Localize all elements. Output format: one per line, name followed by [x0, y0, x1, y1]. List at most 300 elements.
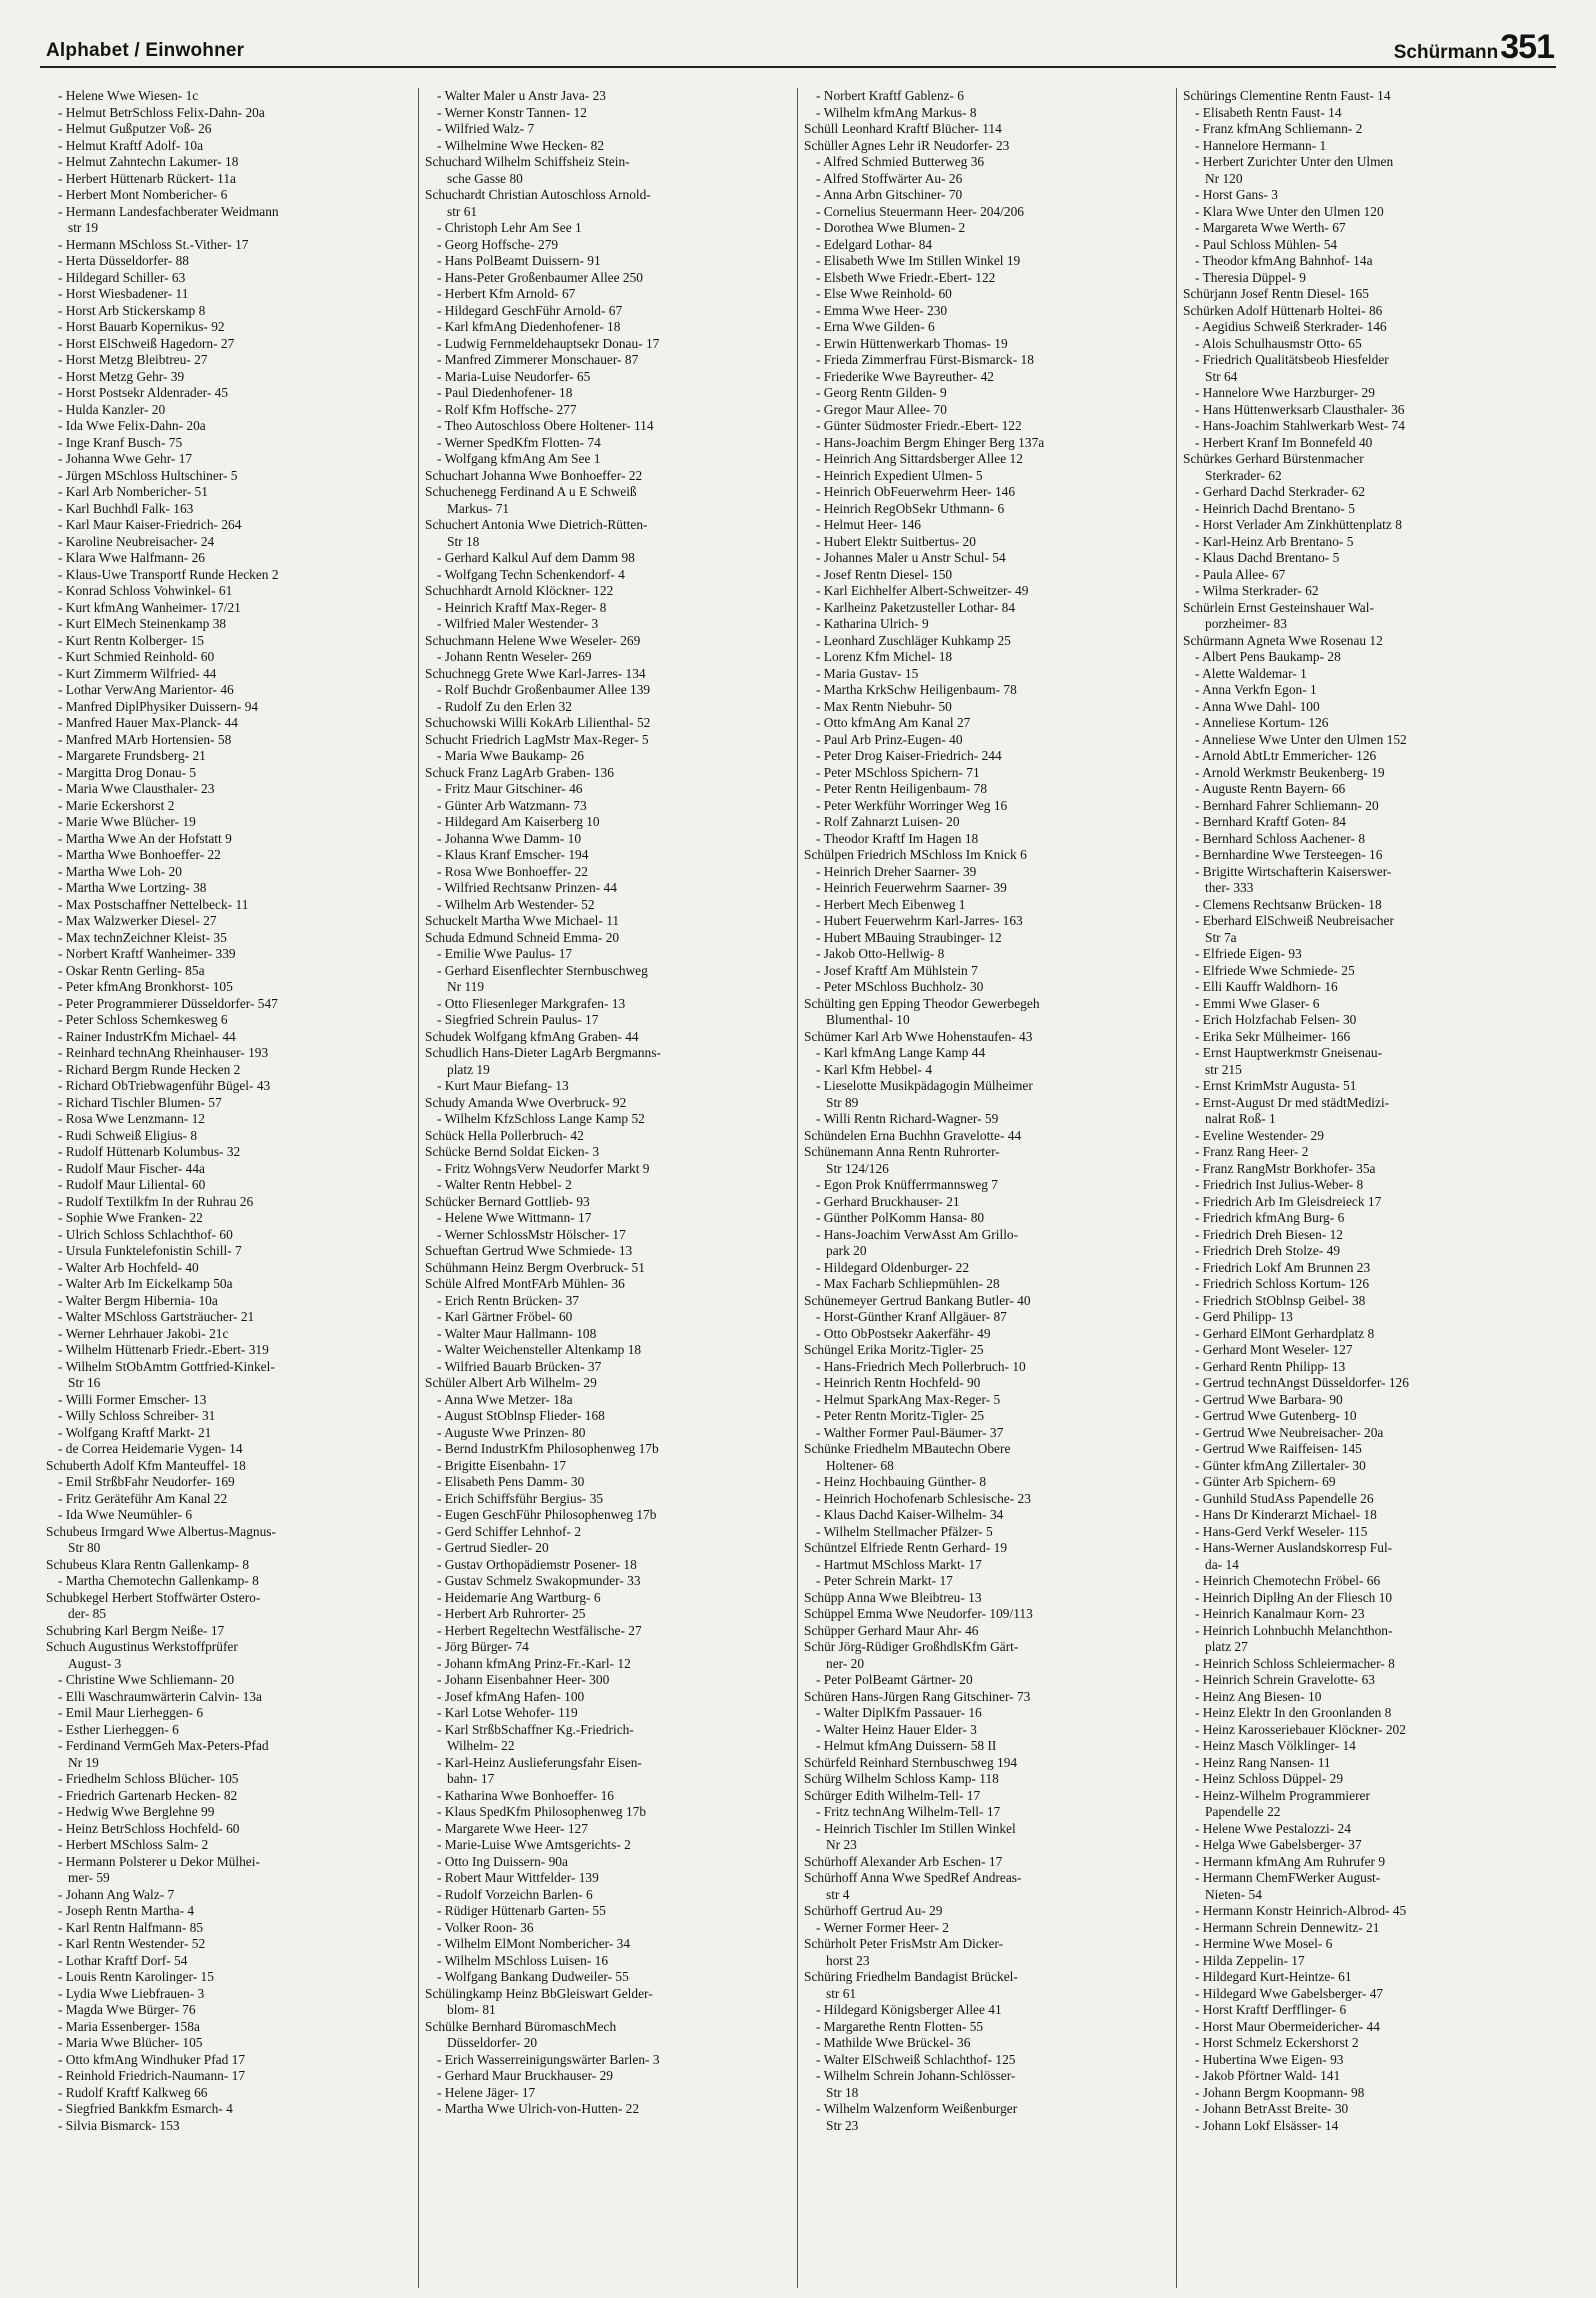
directory-entry: Schürken Adolf Hüttenarb Holtei- 86 [1183, 302, 1383, 318]
directory-entry: - Lieselotte Musikpädagogin Mülheimer [816, 1078, 1033, 1093]
directory-entry: - Rosa Wwe Lenzmann- 12 [58, 1111, 206, 1126]
directory-entry: - Gerhard Rentn Philipp- 13 [1195, 1358, 1346, 1374]
directory-entry: - Josef Kraftf Am Mühlstein 7 [816, 962, 978, 978]
directory-entry: - Heidemarie Ang Wartburg- 6 [437, 1589, 601, 1605]
directory-entry: - Friedrich Gartenarb Hecken- 82 [58, 1787, 238, 1803]
directory-entry: - Peter Programmierer Düsseldorfer- 547 [58, 995, 278, 1011]
directory-entry: - Herbert MSchloss Salm- 2 [58, 1837, 209, 1852]
directory-entry: - Walter Bergm Hibernia- 10a [58, 1292, 218, 1308]
column-3-list [804, 88, 1170, 2134]
directory-entry: - Johann kfmAng Prinz-Fr.-Karl- 12 [437, 1655, 631, 1671]
directory-entry: - Otto Fliesenleger Markgrafen- 13 [437, 995, 626, 1011]
directory-entry: - Emil Maur Lierheggen- 6 [58, 1705, 204, 1720]
directory-entry: - Jörg Bürger- 74 [437, 1639, 529, 1654]
column-1-list [46, 88, 412, 2134]
directory-entry: - Ferdinand VermGeh Max-Peters-Pfad [58, 1738, 269, 1753]
directory-entry: - Hildegard Schiller- 63 [58, 269, 186, 285]
directory-entry: - Heinz Ang Biesen- 10 [1195, 1688, 1322, 1704]
directory-entry: - Horst Metzg Bleibtreu- 27 [58, 352, 208, 367]
directory-entry: horst 23 [826, 1952, 870, 1968]
directory-entry: - Heinrich RegObSekr Uthmann- 6 [816, 500, 1005, 516]
directory-entry: - Peter Drog Kaiser-Friedrich- 244 [816, 748, 1002, 763]
directory-entry: platz 19 [447, 1061, 490, 1077]
directory-entry: - Theodor Kraftf Im Hagen 18 [816, 830, 979, 846]
directory-entry: - Josef kfmAng Hafen- 100 [437, 1688, 585, 1704]
directory-entry: - Günter kfmAng Zillertaler- 30 [1195, 1457, 1366, 1473]
directory-entry: - Johann Bergm Koopmann- 98 [1195, 2084, 1365, 2100]
directory-entry: - Kurt Rentn Kolberger- 15 [58, 632, 205, 648]
directory-entry: - Friedhelm Schloss Blücher- 105 [58, 1771, 239, 1786]
directory-entry: - Wolfgang Kraftf Markt- 21 [58, 1424, 212, 1440]
directory-entry: - Johanna Wwe Gehr- 17 [58, 451, 193, 466]
directory-entry: - Elisabeth Pens Damm- 30 [437, 1474, 585, 1489]
directory-entry: Schülpen Friedrich MSchloss Im Knick 6 [804, 847, 1027, 862]
section-header: Alphabet / Einwohner [46, 40, 245, 61]
directory-entry: - Friedrich Schloss Kortum- 126 [1195, 1276, 1370, 1291]
directory-entry: - Johann Ang Walz- 7 [58, 1886, 175, 1902]
directory-entry: - Herbert Mech Eibenweg 1 [816, 896, 966, 912]
directory-entry: Schuda Edmund Schneid Emma- 20 [425, 929, 620, 945]
directory-entry: - Karl Eichhelfer Albert-Schweitzer- 49 [816, 583, 1029, 598]
directory-entry: - Manfred DiplPhysiker Duissern- 94 [58, 698, 259, 714]
directory-entry: - Heinz Elektr In den Groonlanden 8 [1195, 1705, 1392, 1720]
directory-entry: - Horst Gans- 3 [1195, 187, 1278, 202]
directory-entry: - Horst ElSchweiß Hagedorn- 27 [58, 335, 235, 351]
directory-entry: - Wolfgang Bankang Dudweiler- 55 [437, 1969, 629, 1984]
running-head-name: Schürmann [1393, 42, 1499, 63]
directory-entry: - Friedrich Dreh Stolze- 49 [1195, 1243, 1341, 1258]
directory-entry: - Alfred Schmied Butterweg 36 [816, 154, 985, 169]
directory-entry: - Horst Bauarb Kopernikus- 92 [58, 319, 225, 334]
directory-entry: - Karl Kfm Hebbel- 4 [816, 1061, 933, 1077]
listing-columns [40, 88, 1556, 2288]
directory-entry: - Klaus Kranf Emscher- 194 [437, 847, 589, 862]
directory-entry: - Rolf Kfm Hoffsche- 277 [437, 401, 577, 417]
directory-entry: - Willy Schloss Schreiber- 31 [58, 1408, 216, 1423]
directory-entry: - Georg Rentn Gilden- 9 [816, 385, 947, 400]
directory-entry: - Helmut Kraftf Adolf- 10a [58, 137, 204, 153]
directory-entry: - Josef Rentn Diesel- 150 [816, 566, 953, 582]
directory-entry: - Gerd Philipp- 13 [1195, 1309, 1293, 1324]
directory-entry: - Frieda Zimmerfrau Fürst-Bismarck- 18 [816, 352, 1034, 367]
directory-entry: - Hildegard Wwe Gabelsberger- 47 [1195, 1985, 1384, 2001]
directory-entry: - Martha Wwe Ulrich-von-Hutten- 22 [437, 2101, 640, 2116]
directory-entry: - Herbert Zurichter Unter den Ulmen [1195, 154, 1394, 169]
directory-entry: - Karl Lotse Wehofer- 119 [437, 1705, 578, 1720]
directory-entry: Schudlich Hans-Dieter LagArb Bergmanns- [425, 1045, 661, 1060]
directory-entry: - Auguste Wwe Prinzen- 80 [437, 1424, 586, 1440]
directory-entry: - Heinz BetrSchloss Hochfeld- 60 [58, 1820, 240, 1836]
directory-entry: - Gregor Maur Allee- 70 [816, 401, 947, 417]
directory-entry: - Fritz WohngsVerw Neudorfer Markt 9 [437, 1160, 650, 1176]
directory-entry: Nr 119 [447, 979, 485, 994]
directory-entry: - Clemens Rechtsanw Brücken- 18 [1195, 896, 1382, 912]
directory-entry: - Heinrich Schrein Gravelotte- 63 [1195, 1672, 1375, 1687]
directory-entry: - Karlheinz Paketzusteller Lothar- 84 [816, 599, 1016, 615]
directory-entry: - Heinrich Diplłng An der Fliesch 10 [1195, 1589, 1393, 1605]
directory-entry: - Dorothea Wwe Blumen- 2 [816, 220, 966, 235]
column-2-list [425, 88, 791, 2118]
directory-entry: - Gerhard Maur Bruckhauser- 29 [437, 2068, 613, 2083]
directory-entry: - Maria Wwe Clausthaler- 23 [58, 781, 215, 796]
directory-entry: - Maria Essenberger- 158a [58, 2018, 200, 2034]
directory-entry: - Gerhard Mont Weseler- 127 [1195, 1342, 1353, 1357]
directory-entry: - Siegfried Schrein Paulus- 17 [437, 1012, 599, 1027]
directory-entry: - Martha Chemotechn Gallenkamp- 8 [58, 1573, 259, 1588]
directory-entry: - Helene Jäger- 17 [437, 2084, 536, 2100]
directory-entry: Schuckelt Martha Wwe Michael- 11 [425, 913, 620, 928]
directory-entry: - Hannelore Wwe Harzburger- 29 [1195, 385, 1375, 400]
directory-entry: - Hulda Kanzler- 20 [58, 401, 166, 417]
directory-entry: - Werner SchlossMstr Hölscher- 17 [437, 1226, 626, 1242]
directory-entry: - Heinrich Hochofenarb Schlesische- 23 [816, 1490, 1031, 1506]
directory-entry: platz 27 [1205, 1639, 1248, 1654]
directory-entry: - Klaus-Uwe Transportf Runde Hecken 2 [58, 566, 279, 582]
directory-entry: - Horst Arb Stickerskamp 8 [58, 302, 206, 318]
directory-entry: - Hans-Joachim Bergm Ehinger Berg 137a [816, 434, 1045, 450]
directory-entry: - Karl Rentn Halfmann- 85 [58, 1919, 204, 1935]
directory-entry: Schüntzel Elfriede Rentn Gerhard- 19 [804, 1540, 1008, 1555]
directory-entry: - Ida Wwe Felix-Dahn- 20a [58, 418, 206, 433]
directory-entry: - Georg Hoffsche- 279 [437, 236, 559, 252]
directory-entry: Schünke Friedhelm MBautechn Obere [804, 1441, 1011, 1456]
directory-entry: - Karoline Neubreisacher- 24 [58, 533, 215, 549]
directory-entry: - Elsbeth Wwe Friedr.-Ebert- 122 [816, 269, 996, 285]
directory-entry: bahn- 17 [447, 1771, 495, 1786]
directory-entry: - Otto Ing Duissern- 90a [437, 1853, 568, 1869]
directory-entry: - Wilhelm kfmAng Markus- 8 [816, 104, 977, 120]
directory-entry: - Gertrud Siedler- 20 [437, 1540, 549, 1555]
directory-entry: Schubring Karl Bergm Neiße- 17 [46, 1622, 225, 1638]
directory-entry: - Theo Autoschloss Obere Holtener- 114 [437, 418, 654, 433]
directory-entry: - Bernhard Schloss Aachener- 8 [1195, 830, 1366, 846]
directory-entry: da- 14 [1205, 1556, 1239, 1572]
directory-entry: Nr 19 [68, 1754, 99, 1770]
directory-entry: - Peter MSchloss Spichern- 71 [816, 764, 980, 780]
directory-entry: - Margareta Wwe Werth- 67 [1195, 220, 1346, 235]
directory-entry: - Wilhelm Stellmacher Pfälzer- 5 [816, 1523, 993, 1539]
directory-entry: Schürhoff Alexander Arb Eschen- 17 [804, 1853, 1003, 1869]
directory-entry: - Herbert Kfm Arnold- 67 [437, 286, 576, 301]
directory-entry: - Margitta Drog Donau- 5 [58, 764, 197, 780]
directory-entry: - Margarete Frundsberg- 21 [58, 748, 206, 763]
directory-entry: Nr 23 [826, 1837, 857, 1852]
directory-entry: - Silvia Bismarck- 153 [58, 2117, 180, 2133]
directory-entry: - Elfriede Wwe Schmiede- 25 [1195, 962, 1355, 978]
directory-entry: - Rudolf Zu den Erlen 32 [437, 698, 572, 714]
directory-entry: - Bernhard Fahrer Schliemann- 20 [1195, 797, 1379, 813]
directory-entry: - Hildegard GeschFühr Arnold- 67 [437, 302, 623, 318]
directory-entry: - Theodor kfmAng Bahnhof- 14a [1195, 253, 1373, 268]
directory-entry: - Otto ObPostsekr Aakerfähr- 49 [816, 1325, 991, 1341]
directory-entry: - Wilfried Bauarb Brücken- 37 [437, 1358, 602, 1374]
directory-entry: Papendelle 22 [1205, 1804, 1281, 1819]
directory-entry: mer- 59 [68, 1870, 110, 1885]
directory-entry: - Maria Gustav- 15 [816, 665, 919, 681]
directory-entry: - Heinrich Schloss Schleiermacher- 8 [1195, 1655, 1395, 1671]
directory-entry: - Heinrich Expedient Ulmen- 5 [816, 467, 983, 483]
directory-entry: Str 18 [447, 533, 480, 549]
directory-entry: - Erika Sekr Mülheimer- 166 [1195, 1028, 1351, 1044]
directory-entry: - Wilhelm MSchloss Luisen- 16 [437, 1952, 609, 1968]
directory-entry: - Hermine Wwe Mosel- 6 [1195, 1936, 1333, 1951]
directory-entry: - Helmut Heer- 146 [816, 517, 921, 532]
directory-entry: - Mathilde Wwe Brückel- 36 [816, 2035, 971, 2050]
directory-entry: - Martha Wwe Lortzing- 38 [58, 880, 207, 895]
directory-entry: - Peter PolBeamt Gärtner- 20 [816, 1672, 973, 1687]
directory-entry: Schühmann Heinz Bergm Overbruck- 51 [425, 1259, 645, 1275]
directory-entry: - Walter Arb Im Eickelkamp 50a [58, 1276, 233, 1291]
directory-entry: - Albert Pens Baukamp- 28 [1195, 649, 1341, 664]
directory-entry: - Ida Wwe Neumühler- 6 [58, 1507, 193, 1522]
directory-entry: - Friedrich StOblnsp Geibel- 38 [1195, 1292, 1366, 1308]
directory-entry: - Helmut BetrSchloss Felix-Dahn- 20a [58, 104, 265, 120]
directory-entry: - Paul Arb Prinz-Eugen- 40 [816, 731, 963, 747]
directory-entry: - Marie Wwe Blücher- 19 [58, 814, 196, 829]
directory-entry: - Max technZeichner Kleist- 35 [58, 929, 227, 945]
directory-entry: - Hans-Joachim VerwAsst Am Grillo- [816, 1226, 1019, 1242]
directory-entry: - Wilma Sterkrader- 62 [1195, 583, 1319, 598]
directory-entry: - Helmut Gußputzer Voß- 26 [58, 121, 212, 136]
directory-entry: - Maria Wwe Blücher- 105 [58, 2035, 203, 2050]
directory-entry: - Fritz Geräteführ Am Kanal 22 [58, 1490, 228, 1506]
directory-entry: - Horst Schmelz Eckershorst 2 [1195, 2035, 1359, 2050]
directory-entry: - Klaus Dachd Brentano- 5 [1195, 550, 1340, 565]
directory-entry: - Kurt Schmied Reinhold- 60 [58, 649, 215, 664]
directory-entry: - Herbert Mont Nombericher- 6 [58, 187, 228, 202]
directory-entry: - Kurt kfmAng Wanheimer- 17/21 [58, 599, 241, 615]
directory-entry: Schürkes Gerhard Bürstenmacher [1183, 451, 1364, 466]
directory-entry: August- 3 [68, 1655, 122, 1671]
directory-entry: - Louis Rentn Karolinger- 15 [58, 1969, 214, 1984]
directory-entry: - Ernst Hauptwerkmstr Gneisenau- [1195, 1045, 1383, 1060]
directory-entry: - Martha Wwe An der Hofstatt 9 [58, 830, 232, 846]
directory-entry: - August StOblnsp Flieder- 168 [437, 1408, 605, 1423]
directory-entry: - Kurt Zimmerm Wilfried- 44 [58, 665, 217, 681]
directory-entry: - Hubertina Wwe Eigen- 93 [1195, 2051, 1344, 2067]
directory-entry: - Lydia Wwe Liebfrauen- 3 [58, 1985, 205, 2001]
directory-entry: Schürhoff Gertrud Au- 29 [804, 1903, 943, 1918]
directory-entry: - Wilfried Maler Westender- 3 [437, 616, 599, 631]
directory-entry: - Lothar Kraftf Dorf- 54 [58, 1952, 188, 1968]
directory-entry: - Horst Wiesbadener- 11 [58, 286, 189, 301]
directory-entry: Markus- 71 [447, 500, 510, 516]
directory-entry: - Wilhelmine Wwe Hecken- 82 [437, 137, 605, 153]
directory-entry: ner- 20 [826, 1655, 865, 1671]
directory-entry: - Ursula Funktelefonistin Schill- 7 [58, 1243, 242, 1258]
directory-entry: - Rudolf Kraftf Kalkweg 66 [58, 2084, 208, 2100]
directory-entry: - Rolf Zahnarzt Luisen- 20 [816, 814, 960, 829]
directory-entry: - Edelgard Lothar- 84 [816, 236, 933, 252]
directory-entry: - Heinrich Lohnbuchh Melanchthon- [1195, 1622, 1393, 1638]
directory-entry: Schür Jörg-Rüdiger GroßhdlsKfm Gärt- [804, 1639, 1019, 1654]
directory-entry: - Heinz-Wilhelm Programmierer [1195, 1787, 1370, 1803]
directory-entry: - Gerhard Dachd Sterkrader- 62 [1195, 484, 1366, 499]
directory-entry: Schubkegel Herbert Stoffwärter Ostero- [46, 1589, 261, 1605]
directory-entry: - Herta Düsseldorfer- 88 [58, 253, 189, 268]
directory-entry: - Emmi Wwe Glaser- 6 [1195, 995, 1320, 1011]
directory-entry: - Günther PolKomm Hansa- 80 [816, 1210, 985, 1225]
directory-entry: - Wolfgang kfmAng Am See 1 [437, 451, 601, 466]
directory-entry: - Volker Roon- 36 [437, 1919, 534, 1935]
directory-entry: - Hans PolBeamt Duissern- 91 [437, 253, 601, 268]
directory-entry: - Friedrich Dreh Biesen- 12 [1195, 1226, 1343, 1242]
directory-entry: - Werner SpedKfm Flotten- 74 [437, 434, 601, 450]
directory-entry: - Johanna Wwe Damm- 10 [437, 830, 582, 846]
directory-entry: - Rudolf Maur Fischer- 44a [58, 1160, 205, 1176]
directory-entry: - Reinhold Friedrich-Naumann- 17 [58, 2068, 246, 2083]
directory-entry: Schuchnegg Grete Wwe Karl-Jarres- 134 [425, 665, 646, 681]
directory-entry: Schüren Hans-Jürgen Rang Gitschiner- 73 [804, 1688, 1031, 1704]
directory-entry: - Auguste Rentn Bayern- 66 [1195, 781, 1346, 796]
directory-entry: - Gerhard Bruckhauser- 21 [816, 1193, 960, 1209]
directory-entry: - Margarethe Rentn Flotten- 55 [816, 2018, 984, 2034]
directory-entry: Nr 120 [1205, 170, 1243, 186]
directory-entry: str 61 [447, 203, 478, 219]
directory-entry: - Anna Verkfn Egon- 1 [1195, 682, 1317, 697]
directory-entry: - Rudolf Textilkfm In der Ruhrau 26 [58, 1193, 254, 1209]
directory-entry: - Karl-Heinz Auslieferungsfahr Eisen- [437, 1754, 642, 1770]
directory-entry: - Friederike Wwe Bayreuther- 42 [816, 368, 994, 384]
directory-entry: - Manfred Hauer Max-Planck- 44 [58, 715, 238, 730]
directory-entry: Schück Hella Pollerbruch- 42 [425, 1127, 584, 1143]
directory-entry: - Heinz Schloss Düppel- 29 [1195, 1771, 1344, 1786]
directory-entry: Schünemeyer Gertrud Bankang Butler- 40 [804, 1292, 1031, 1308]
directory-entry: Wilhelm- 22 [447, 1738, 515, 1753]
directory-entry: - Brigitte Eisenbahn- 17 [437, 1457, 567, 1473]
directory-entry: - Gerhard Kalkul Auf dem Damm 98 [437, 550, 635, 565]
directory-entry: - Else Wwe Reinhold- 60 [816, 286, 952, 301]
directory-entry: - Gertrud Wwe Raiffeisen- 145 [1195, 1441, 1362, 1456]
directory-entry: - Hermann ChemFWerker August- [1195, 1870, 1381, 1885]
directory-entry: Str 18 [826, 2084, 859, 2100]
directory-entry: - Rolf Buchdr Großenbaumer Allee 139 [437, 682, 651, 697]
directory-entry: - Walter DiplKfm Passauer- 16 [816, 1705, 982, 1720]
directory-entry: - Gerhard Eisenflechter Sternbuschweg [437, 962, 648, 978]
directory-entry: Sterkrader- 62 [1205, 467, 1282, 483]
directory-entry: - Karl kfmAng Lange Kamp 44 [816, 1045, 986, 1060]
directory-entry: Schuchert Antonia Wwe Dietrich-Rütten- [425, 517, 648, 532]
directory-entry: - Oskar Rentn Gerling- 85a [58, 962, 205, 978]
directory-entry: - Anna Wwe Dahl- 100 [1195, 698, 1320, 714]
directory-entry: - Willi Former Emscher- 13 [58, 1391, 207, 1407]
directory-entry: - Hildegard Kurt-Heintze- 61 [1195, 1969, 1352, 1984]
directory-entry: - Hermann Landesfachberater Weidmann [58, 203, 279, 219]
directory-entry: Schuck Franz LagArb Graben- 136 [425, 764, 614, 780]
directory-entry: Str 64 [1205, 368, 1238, 384]
directory-entry: - Karl StrßbSchaffner Kg.-Friedrich- [437, 1721, 634, 1737]
directory-entry: - Günter Arb Spichern- 69 [1195, 1474, 1336, 1489]
directory-entry: - Klaus SpedKfm Philosophenweg 17b [437, 1804, 647, 1819]
directory-entry: - Franz kfmAng Schliemann- 2 [1195, 121, 1363, 136]
directory-entry: Schüpper Gerhard Maur Ahr- 46 [804, 1622, 979, 1638]
directory-entry: - Franz RangMstr Borkhofer- 35a [1195, 1160, 1376, 1176]
directory-entry: - Karl-Heinz Arb Brentano- 5 [1195, 533, 1354, 549]
directory-entry: - Horst Maur Obermeidericher- 44 [1195, 2018, 1380, 2034]
directory-entry: ther- 333 [1205, 880, 1254, 895]
directory-entry: - Gerd Schiffer Lehnhof- 2 [437, 1523, 582, 1539]
directory-entry: - Paula Allee- 67 [1195, 566, 1286, 582]
directory-entry: - Gertrud Wwe Gutenberg- 10 [1195, 1408, 1357, 1423]
directory-entry: - Rüdiger Hüttenarb Garten- 55 [437, 1903, 606, 1918]
directory-entry: - Elisabeth Wwe Im Stillen Winkel 19 [816, 253, 1021, 268]
directory-entry: - Friedrich kfmAng Burg- 6 [1195, 1210, 1345, 1225]
directory-entry: - Karl Buchhdl Falk- 163 [58, 500, 194, 516]
directory-entry: - Christine Wwe Schliemann- 20 [58, 1672, 235, 1687]
directory-entry: - Wilhelm Hüttenarb Friedr.-Ebert- 319 [58, 1342, 269, 1357]
directory-entry: Schuch Augustinus Werkstoffprüfer [46, 1639, 238, 1654]
directory-entry: Schucht Friedrich LagMstr Max-Reger- 5 [425, 731, 649, 747]
directory-entry: - Max Postschaffner Nettelbeck- 11 [58, 896, 249, 912]
directory-entry: - Bernhard Kraftf Goten- 84 [1195, 814, 1346, 829]
page-number: 351 [1500, 28, 1554, 66]
directory-entry: - Heinrich Tischler Im Stillen Winkel [816, 1820, 1016, 1836]
directory-entry: - Rudolf Hüttenarb Kolumbus- 32 [58, 1144, 241, 1159]
directory-entry: nalrat Roß- 1 [1205, 1111, 1276, 1126]
directory-entry: - Jakob Pförtner Wald- 141 [1195, 2068, 1341, 2083]
directory-entry: - Hildegard Am Kaiserberg 10 [437, 814, 600, 829]
directory-entry: - Heinrich Dreher Saarner- 39 [816, 863, 977, 879]
directory-entry: - Hubert Feuerwehrm Karl-Jarres- 163 [816, 913, 1023, 928]
directory-entry: - Cornelius Steuermann Heer- 204/206 [816, 203, 1024, 219]
header-rule [40, 66, 1556, 68]
directory-entry: - Lorenz Kfm Michel- 18 [816, 649, 953, 664]
directory-entry: - Peter Schloss Schemkesweg 6 [58, 1012, 228, 1027]
directory-entry: - Karl Rentn Westender- 52 [58, 1936, 206, 1951]
directory-entry: Schuberth Adolf Kfm Manteuffel- 18 [46, 1457, 246, 1473]
directory-entry: - Ulrich Schloss Schlachthof- 60 [58, 1226, 233, 1242]
directory-entry: - Elli Waschraumwärterin Calvin- 13a [58, 1688, 262, 1704]
directory-entry: Schuchenegg Ferdinand A u E Schweiß [425, 484, 637, 499]
directory-entry: - Karl Arb Nombericher- 51 [58, 484, 208, 499]
directory-entry: - Heinrich Kanalmaur Korn- 23 [1195, 1606, 1365, 1621]
directory-entry: - Esther Lierheggen- 6 [58, 1721, 179, 1737]
directory-entry: str 215 [1205, 1061, 1242, 1077]
directory-entry: - Horst-Günther Kranf Allgäuer- 87 [816, 1309, 1007, 1324]
directory-entry: str 61 [826, 1985, 857, 2001]
directory-entry: - Gertrud Wwe Barbara- 90 [1195, 1391, 1343, 1407]
directory-entry: - Peter kfmAng Bronkhorst- 105 [58, 979, 233, 994]
directory-entry: Schülting gen Epping Theodor Gewerbegeh [804, 995, 1040, 1011]
directory-entry: - Hubert MBauing Straubinger- 12 [816, 929, 1002, 945]
directory-entry: - Aegidius Schweiß Sterkrader- 146 [1195, 319, 1387, 334]
directory-entry: - Arnold Werkmstr Beukenberg- 19 [1195, 764, 1385, 780]
directory-entry: Blumenthal- 10 [826, 1012, 910, 1027]
directory-entry: - Johann Eisenbahner Heer- 300 [437, 1672, 610, 1687]
directory-entry: - Wilfried Walz- 7 [437, 121, 535, 136]
directory-entry: - Gertrud technAngst Düsseldorfer- 126 [1195, 1375, 1409, 1390]
directory-entry: str 4 [826, 1886, 850, 1902]
directory-entry: - Heinrich ObFeuerwehrm Heer- 146 [816, 484, 1016, 499]
directory-entry: Schuchart Johanna Wwe Bonhoeffer- 22 [425, 467, 643, 483]
directory-entry: - Lothar VerwAng Marientor- 46 [58, 682, 234, 697]
directory-entry: Schürlein Ernst Gesteinshauer Wal- [1183, 599, 1374, 615]
directory-entry: - Walter Maler u Anstr Java- 23 [437, 88, 606, 103]
directory-entry: - Karl Maur Kaiser-Friedrich- 264 [58, 517, 242, 532]
directory-entry: Holtener- 68 [826, 1457, 894, 1473]
directory-entry: - Anneliese Kortum- 126 [1195, 715, 1329, 730]
directory-entry: Schürg Wilhelm Schloss Kamp- 118 [804, 1771, 999, 1786]
directory-entry: - Reinhard technAng Rheinhauser- 193 [58, 1045, 269, 1060]
directory-entry: Schüler Albert Arb Wilhelm- 29 [425, 1375, 597, 1390]
directory-entry: - Walter Maur Hallmann- 108 [437, 1325, 597, 1341]
directory-entry: - Herbert Kranf Im Bonnefeld 40 [1195, 434, 1373, 450]
directory-entry: - Peter MSchloss Buchholz- 30 [816, 979, 984, 994]
directory-entry: - Alois Schulhausmstr Otto- 65 [1195, 335, 1362, 351]
directory-entry: - Günter Südmoster Friedr.-Ebert- 122 [816, 418, 1022, 433]
directory-entry: - Manfred MArb Hortensien- 58 [58, 731, 232, 747]
directory-entry: - Hans Hüttenwerksarb Clausthaler- 36 [1195, 401, 1405, 417]
